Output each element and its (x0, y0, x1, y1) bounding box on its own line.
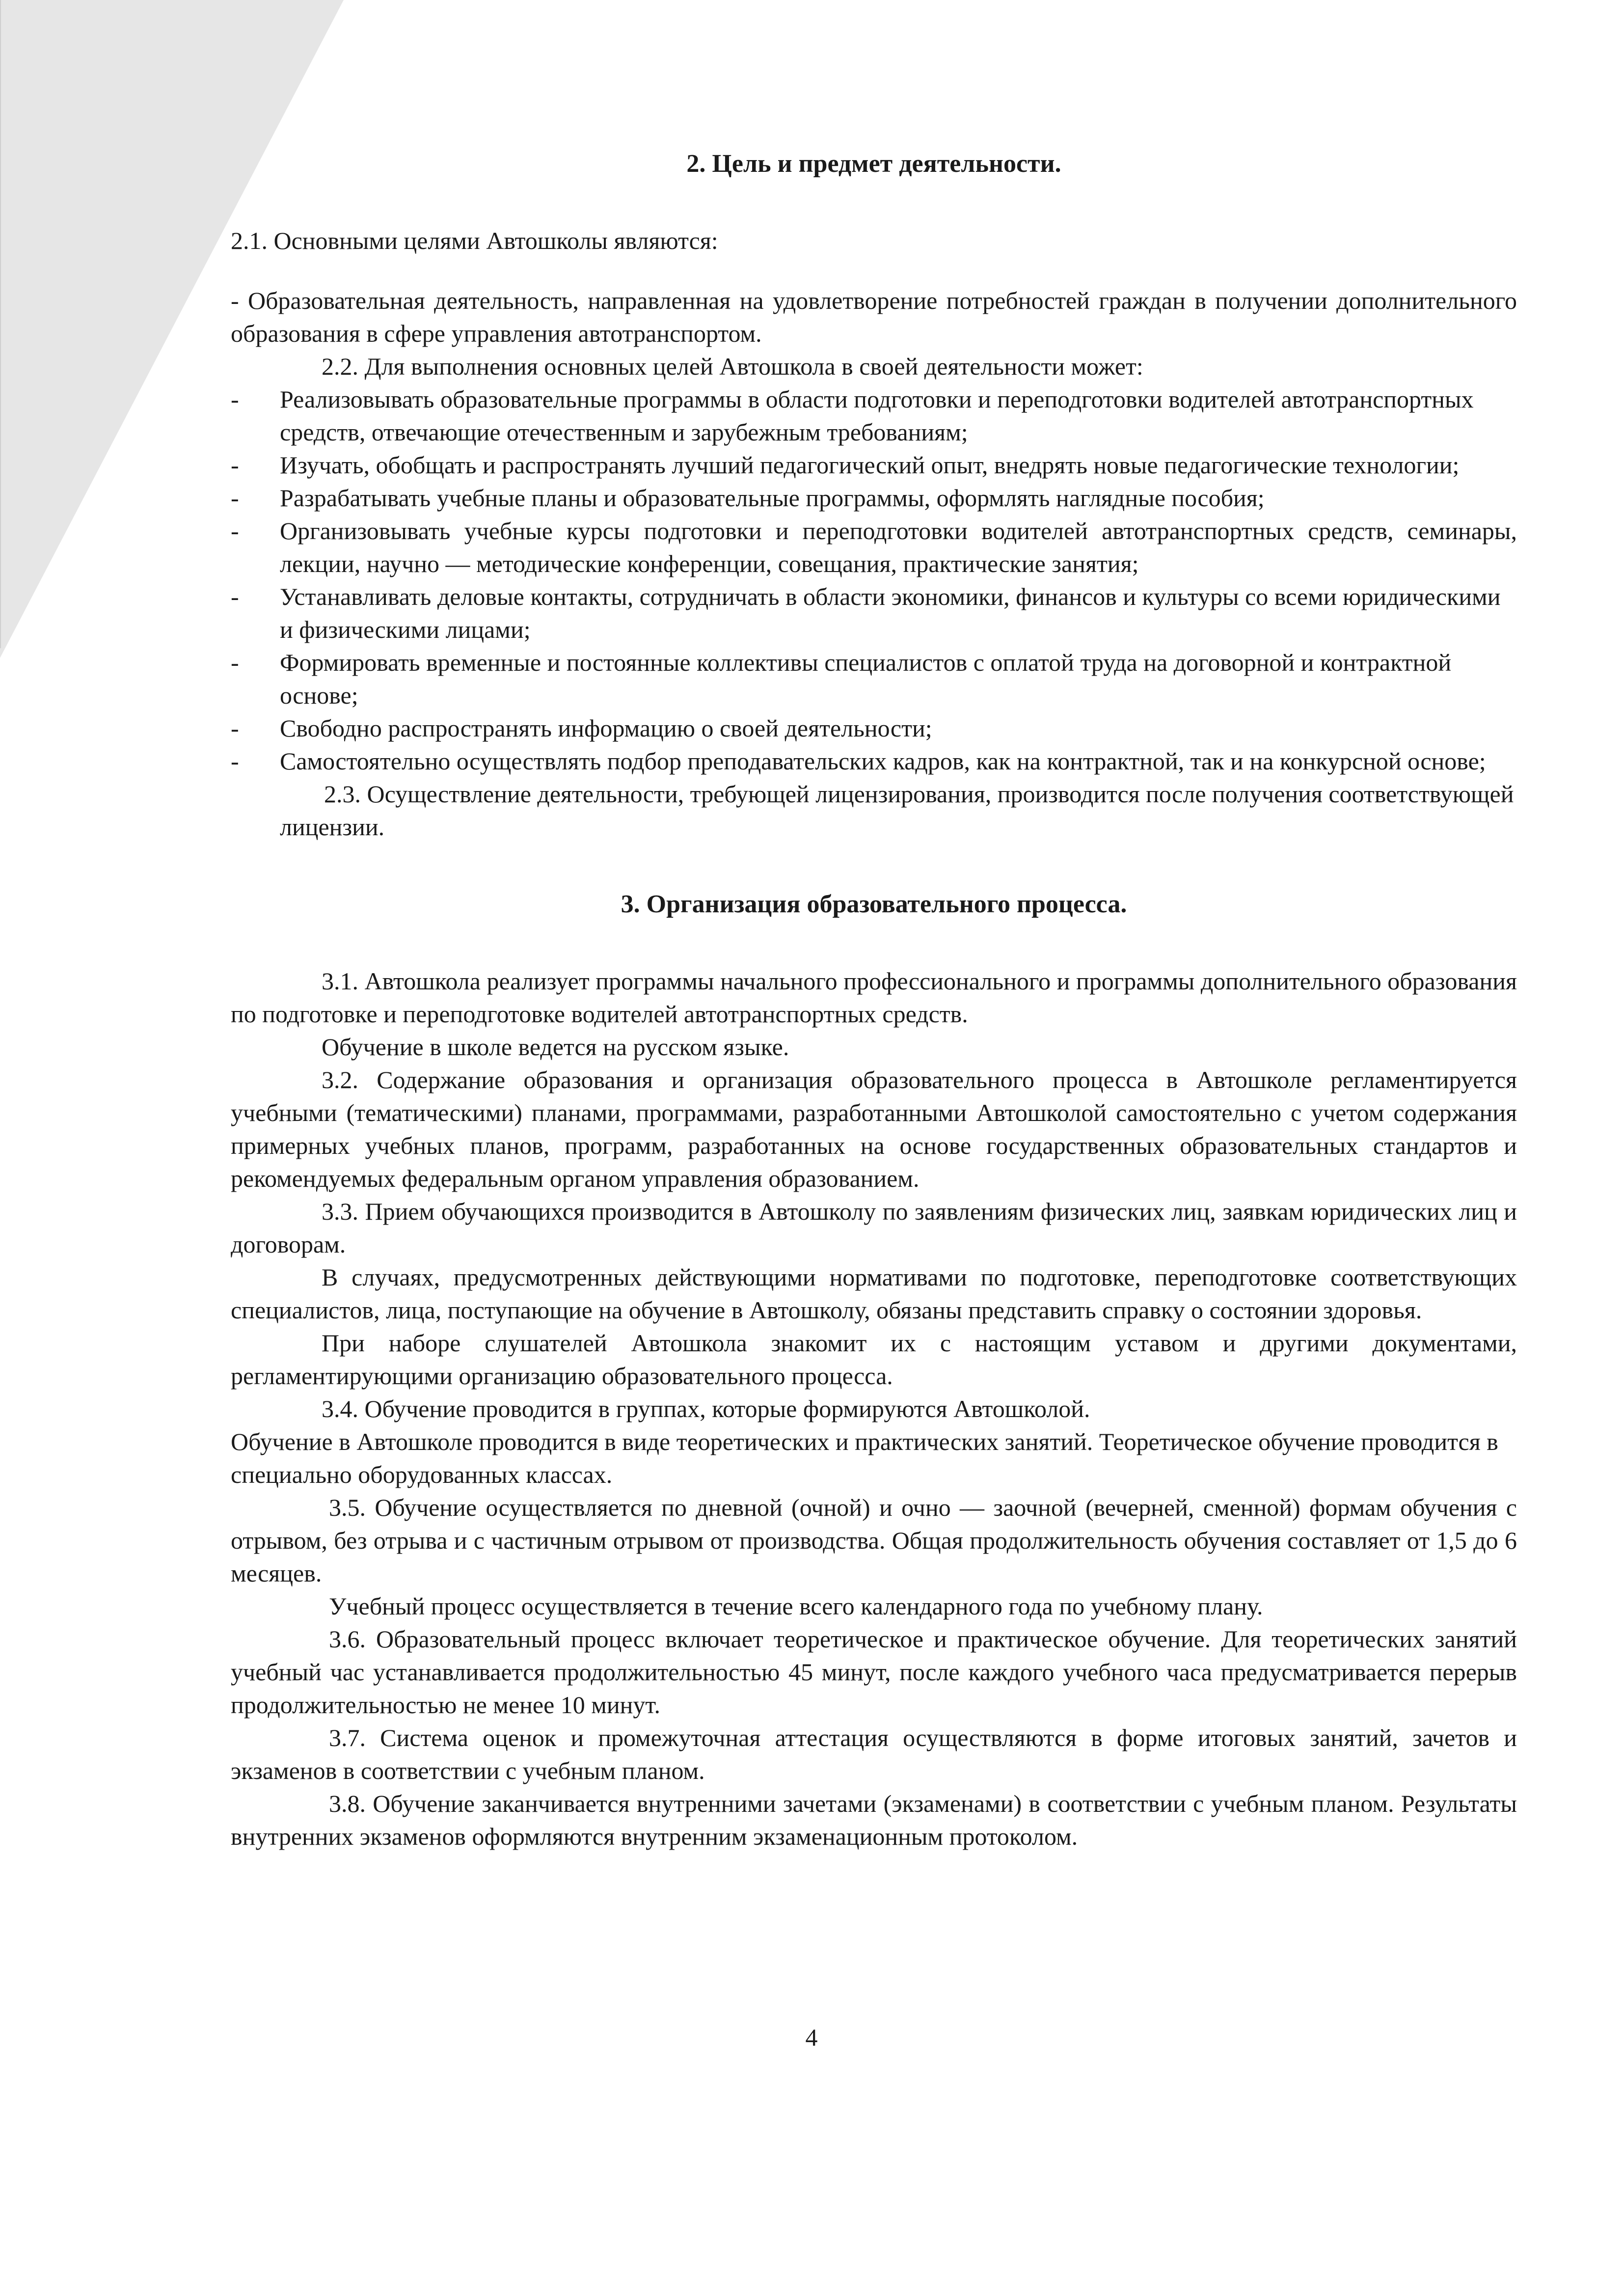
paragraph-2-1: 2.1. Основными целями Автошколы являются: (231, 227, 718, 254)
list-item: - Изучать, обобщать и распространять лучший педагогический опыт, внедрять новые педагогические технологии; (231, 449, 1517, 482)
paragraph-3-5b: Учебный процесс осуществляется в течение всего календарного года по учебному плану. (329, 1592, 1263, 1620)
paragraph-2-2: 2.2. Для выполнения основных целей Автошкола в своей деятельности может: (322, 353, 1143, 380)
folded-corner-edge (0, 0, 1, 648)
section-2-heading: 2. Цель и предмет деятельности. (686, 150, 1061, 178)
paragraph-3-8: 3.8. Обучение заканчивается внутренними зачетами (экзаменами) в соответствии с учебным планом. Результаты внутренних экзаменов оформляются внутренним экзаменационным протоколом. (231, 1790, 1517, 1850)
document-page (231, 147, 1517, 1853)
list-item: - Организовывать учебные курсы подготовки и переподготовки водителей автотранспортных средств, семинары, лекции, научно — методические конференции, совещания, практические занятия; (231, 515, 1517, 580)
paragraph-3-6: 3.6. Образовательный процесс включает теоретическое и практическое обучение. Для теоретических занятий учебный час устанавливается продолжительностью 45 минут, после каждого учебного часа предусматривается перерыв продолжительностью не менее 10 минут. (231, 1625, 1517, 1719)
paragraph-3-7: 3.7. Система оценок и промежуточная аттестация осуществляются в форме итоговых занятий, зачетов и экзаменов в соответствии с учебным планом. (231, 1724, 1517, 1784)
paragraph-3-1b: Обучение в школе ведется на русском языке. (322, 1033, 789, 1061)
section-3-heading: 3. Организация образовательного процесса. (621, 890, 1127, 918)
paragraph-3-3c: При наборе слушателей Автошкола знакомит их с настоящим уставом и другими документами, регламентирующими организацию образовательного процесса. (231, 1329, 1517, 1390)
list-item: - Реализовывать образовательные программы в области подготовки и переподготовки водителей автотранспортных средств, отвечающие отечественным и зарубежным требованиям; (231, 383, 1517, 449)
paragraph-3-1: 3.1. Автошкола реализует программы начального профессионального и программы дополнительного образования по подготовке и переподготовке водителей автотранспортных средств. (231, 967, 1517, 1028)
paragraph-3-2: 3.2. Содержание образования и организация образовательного процесса в Автошколе регламентируется учебными (тематическими) планами, программами, разработанными Автошколой самостоятельно с учетом содержания примерных учебных планов, программ, разработанных на основе государственных образовательных стандартов и рекомендуемых федеральным органом управления образованием. (231, 1066, 1517, 1192)
list-item: - Формировать временные и постоянные коллективы специалистов с оплатой труда на договорной и контрактной основе; (231, 646, 1517, 712)
page-number: 4 (805, 2023, 818, 2051)
list-item: - Самостоятельно осуществлять подбор преподавательских кадров, как на контрактной, так и на конкурсной основе; (231, 745, 1517, 778)
list-item: - Разрабатывать учебные планы и образовательные программы, оформлять наглядные пособия; (231, 482, 1517, 515)
paragraph-3-5: 3.5. Обучение осуществляется по дневной (очной) и очно — заочной (вечерней, сменной) формам обучения с отрывом, без отрыва и с частичным отрывом от производства. Общая продолжительность обучения составляет от 1,5 до 6 месяцев. (231, 1494, 1517, 1587)
paragraph-3-4b: Обучение в Автошколе проводится в виде теоретических и практических занятий. Теоретическое обучение проводится в специально оборудованных классах. (231, 1428, 1498, 1488)
paragraph-3-3: 3.3. Прием обучающихся производится в Автошколу по заявлениям физических лиц, заявкам юридических лиц и договорам. (231, 1198, 1517, 1258)
paragraph-3-4: 3.4. Обучение проводится в группах, которые формируются Автошколой. (322, 1395, 1090, 1422)
paragraph-2-3: 2.3. Осуществление деятельности, требующей лицензирования, производится после получения соответствующей лицензии. (280, 780, 1514, 841)
list-item: - Свободно распространять информацию о своей деятельности; (231, 712, 1517, 745)
paragraph-3-3b: В случаях, предусмотренных действующими нормативами по подготовке, переподготовке соответствующих специалистов, лица, поступающие на обучение в Автошколу, обязаны представить справку о состоянии здоровья. (231, 1263, 1517, 1324)
list-item: - Устанавливать деловые контакты, сотрудничать в области экономики, финансов и культуры со всеми юридическими и физическими лицами; (231, 580, 1517, 646)
paragraph-2-1-item: - Образовательная деятельность, направленная на удовлетворение потребностей граждан в получении дополнительного образования в сфере управления автотранспортом. (231, 287, 1517, 347)
